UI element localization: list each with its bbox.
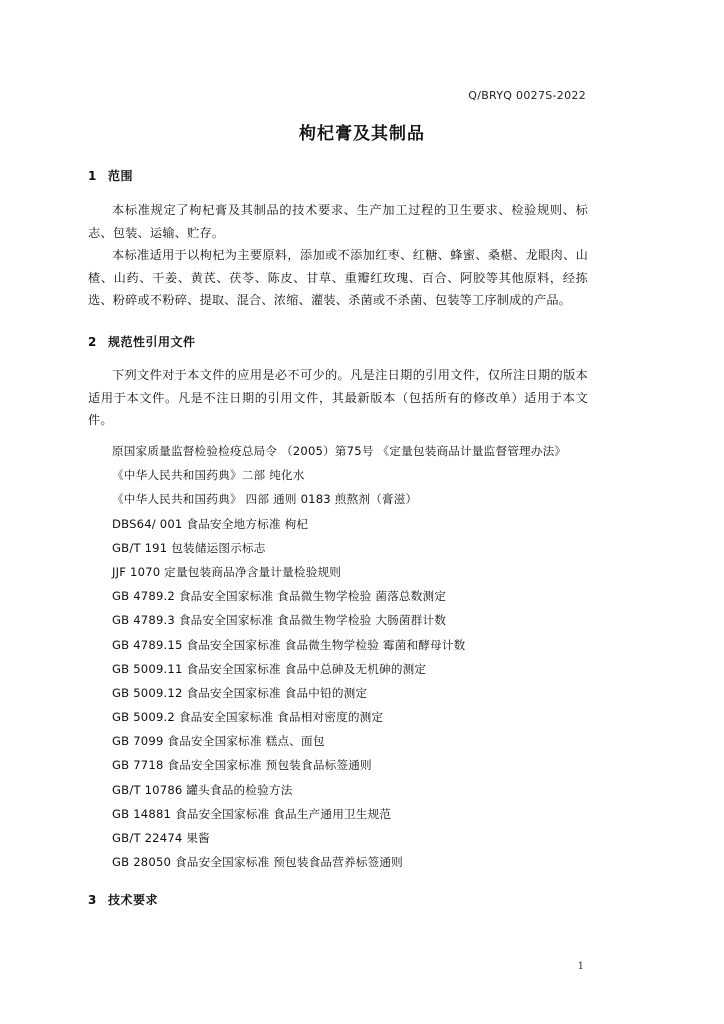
reference-item: GB 5009.11 食品安全国家标准 食品中总砷及无机砷的测定 bbox=[112, 661, 427, 676]
reference-item: GB 14881 食品安全国家标准 食品生产通用卫生规范 bbox=[112, 806, 392, 821]
section-heading-scope bbox=[88, 167, 133, 184]
reference-item: GB 4789.15 食品安全国家标准 食品微生物学检验 霉菌和酵母计数 bbox=[112, 637, 466, 652]
reference-item: 原国家质量监督检验检疫总局令 （2005）第75号 《定量包装商品计量监督管理办法》 bbox=[112, 444, 567, 458]
reference-item: GB 4789.2 食品安全国家标准 食品微生物学检验 菌落总数测定 bbox=[112, 589, 447, 604]
section-title: 规范性引用文件 bbox=[108, 335, 196, 349]
standard-code: Q/BRYQ 0027S-2022 bbox=[468, 89, 586, 102]
reference-item: 《中华人民共和国药典》 四部 通则 0183 煎熬剂（膏滋） bbox=[112, 492, 418, 507]
reference-item: GB 28050 食品安全国家标准 预包装食品营养标签通则 bbox=[112, 855, 403, 870]
reference-item: DBS64/ 001 食品安全地方标准 枸杞 bbox=[112, 516, 309, 531]
section-title: 技术要求 bbox=[108, 893, 159, 907]
references-intro: 下列文件对于本文件的应用是必不可少的。凡是注日期的引用文件，仅所注日期的版本适用于本文件。凡是不注日期的引用文件，其最新版本（包括所有的修改单）适用于本文件。 bbox=[88, 368, 588, 427]
reference-item: GB 5009.12 食品安全国家标准 食品中铅的测定 bbox=[112, 685, 368, 700]
reference-item: GB/T 191 包装储运图示标志 bbox=[112, 540, 266, 555]
section-number: 3 bbox=[88, 893, 97, 907]
reference-item: GB 7718 食品安全国家标准 预包装食品标签通则 bbox=[112, 758, 372, 773]
section-number: 1 bbox=[88, 169, 97, 183]
reference-list bbox=[112, 439, 566, 874]
section-number: 2 bbox=[88, 335, 97, 349]
reference-item: GB 7099 食品安全国家标准 糕点、面包 bbox=[112, 734, 325, 749]
reference-item: GB/T 10786 罐头食品的检验方法 bbox=[112, 782, 293, 797]
reference-item: 《中华人民共和国药典》二部 纯化水 bbox=[112, 468, 305, 483]
reference-item: GB/T 22474 果酱 bbox=[112, 831, 210, 845]
reference-item: GB 5009.2 食品安全国家标准 食品相对密度的测定 bbox=[112, 710, 384, 725]
reference-item: GB 4789.3 食品安全国家标准 食品微生物学检验 大肠菌群计数 bbox=[112, 613, 447, 628]
scope-paragraph-2: 本标准适用于以枸杞为主要原料，添加或不添加红枣、红糖、蜂蜜、桑椹、龙眼肉、山楂、山药、干姜、黄芪、茯苓、陈皮、甘草、重瓣红玫瑰、百合、阿胶等其他原料，经拣选、粉碎或不粉碎、提取、混合、浓缩、灌装、杀菌或不杀菌、包装等工序制成的产品。 bbox=[88, 248, 588, 307]
section-heading-technical-requirements bbox=[88, 891, 158, 908]
reference-item: JJF 1070 定量包装商品净含量计量检验规则 bbox=[112, 564, 342, 579]
section-title: 范围 bbox=[108, 169, 134, 183]
scope-paragraph-1: 本标准规定了枸杞膏及其制品的技术要求、生产加工过程的卫生要求、检验规则、标志、包装、运输、贮存。 bbox=[88, 203, 588, 240]
section-heading-normative-references bbox=[88, 333, 196, 350]
page-number: 1 bbox=[577, 961, 584, 972]
document-title: 枸杞膏及其制品 bbox=[299, 124, 425, 144]
